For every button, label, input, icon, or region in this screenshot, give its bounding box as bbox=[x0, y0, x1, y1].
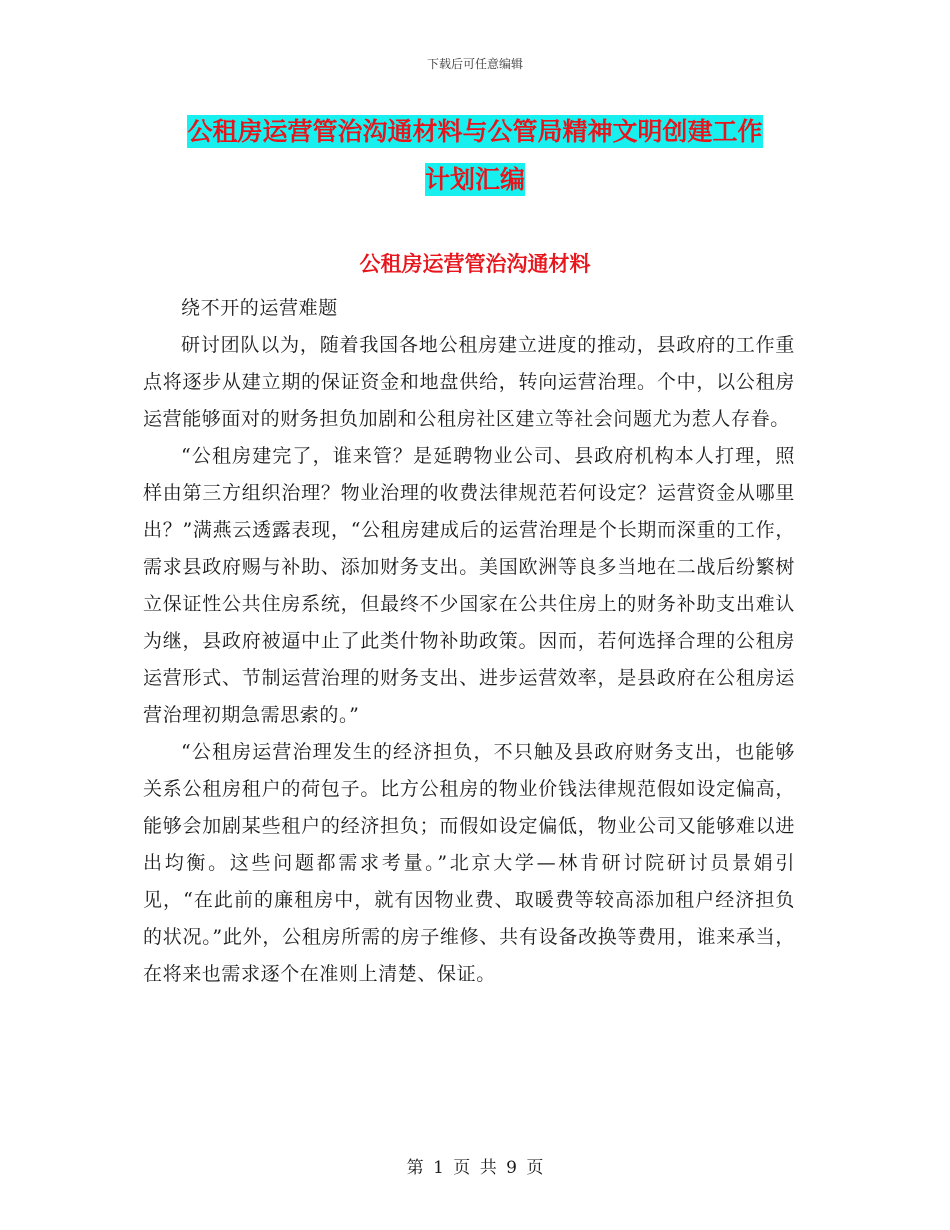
paragraph: 研讨团队以为，随着我国各地公租房建立进度的推动，县政府的工作重点将逐步从建立期的保证资金和地盘供给，转向运营治理。个中，以公租房运营能够面对的财务担负加剧和公租房社区建立等社会问题尤为惹人存眷。 bbox=[143, 334, 795, 430]
document-title-line-1: 公租房运营管治沟通材料与公管局精神文明创建工作 bbox=[187, 117, 763, 146]
document-title bbox=[140, 108, 810, 204]
page-footer: 第 1 页 共 9 页 bbox=[406, 1158, 544, 1178]
section-title: 公租房运营管治沟通材料 bbox=[359, 252, 591, 276]
paragraph: “公租房运营治理发生的经济担负，不只触及县政府财务支出，也能够关系公租房租户的荷包子。比方公租房的物业价钱法律规范假如设定偏高，能够会加剧某些租户的经济担负；而假如设定偏低，物业公司又能够难以进出均衡。这些问题都需求考量。”北京大学—林肯研讨院研讨员景娟引见，“在此前的廉租房中，就有因物业费、取暖费等较高添加租户经济担负的状况。”此外，公租房所需的房子维修、共有设备改换等费用，谁来承当，在将来也需求逐个在准则上清楚、保证。 bbox=[143, 741, 795, 985]
document-title-line-2: 计划汇编 bbox=[424, 165, 525, 194]
header-note: 下载后可任意编辑 bbox=[426, 57, 523, 71]
paragraph: “公租房建完了，谁来管？是延聘物业公司、县政府机构本人打理，照样由第三方组织治理？物业治理的收费法律规范若何设定？运营资金从哪里出？”满燕云透露表现，“公租房建成后的运营治理是个长期而深重的工作，需求县政府赐与补助、添加财务支出。美国欧洲等良多当地在二战后纷繁树立保证性公共住房系统，但最终不少国家在公共住房上的财务补助支出难认为继，县政府被逼中止了此类什物补助政策。因而，若何选择合理的公租房运营形式、节制运营治理的财务支出、进步运营效率，是县政府在公租房运营治理初期急需思索的。” bbox=[143, 445, 795, 726]
body-text bbox=[143, 290, 795, 993]
paragraph-heading: 绕不开的运营难题 bbox=[181, 297, 338, 319]
